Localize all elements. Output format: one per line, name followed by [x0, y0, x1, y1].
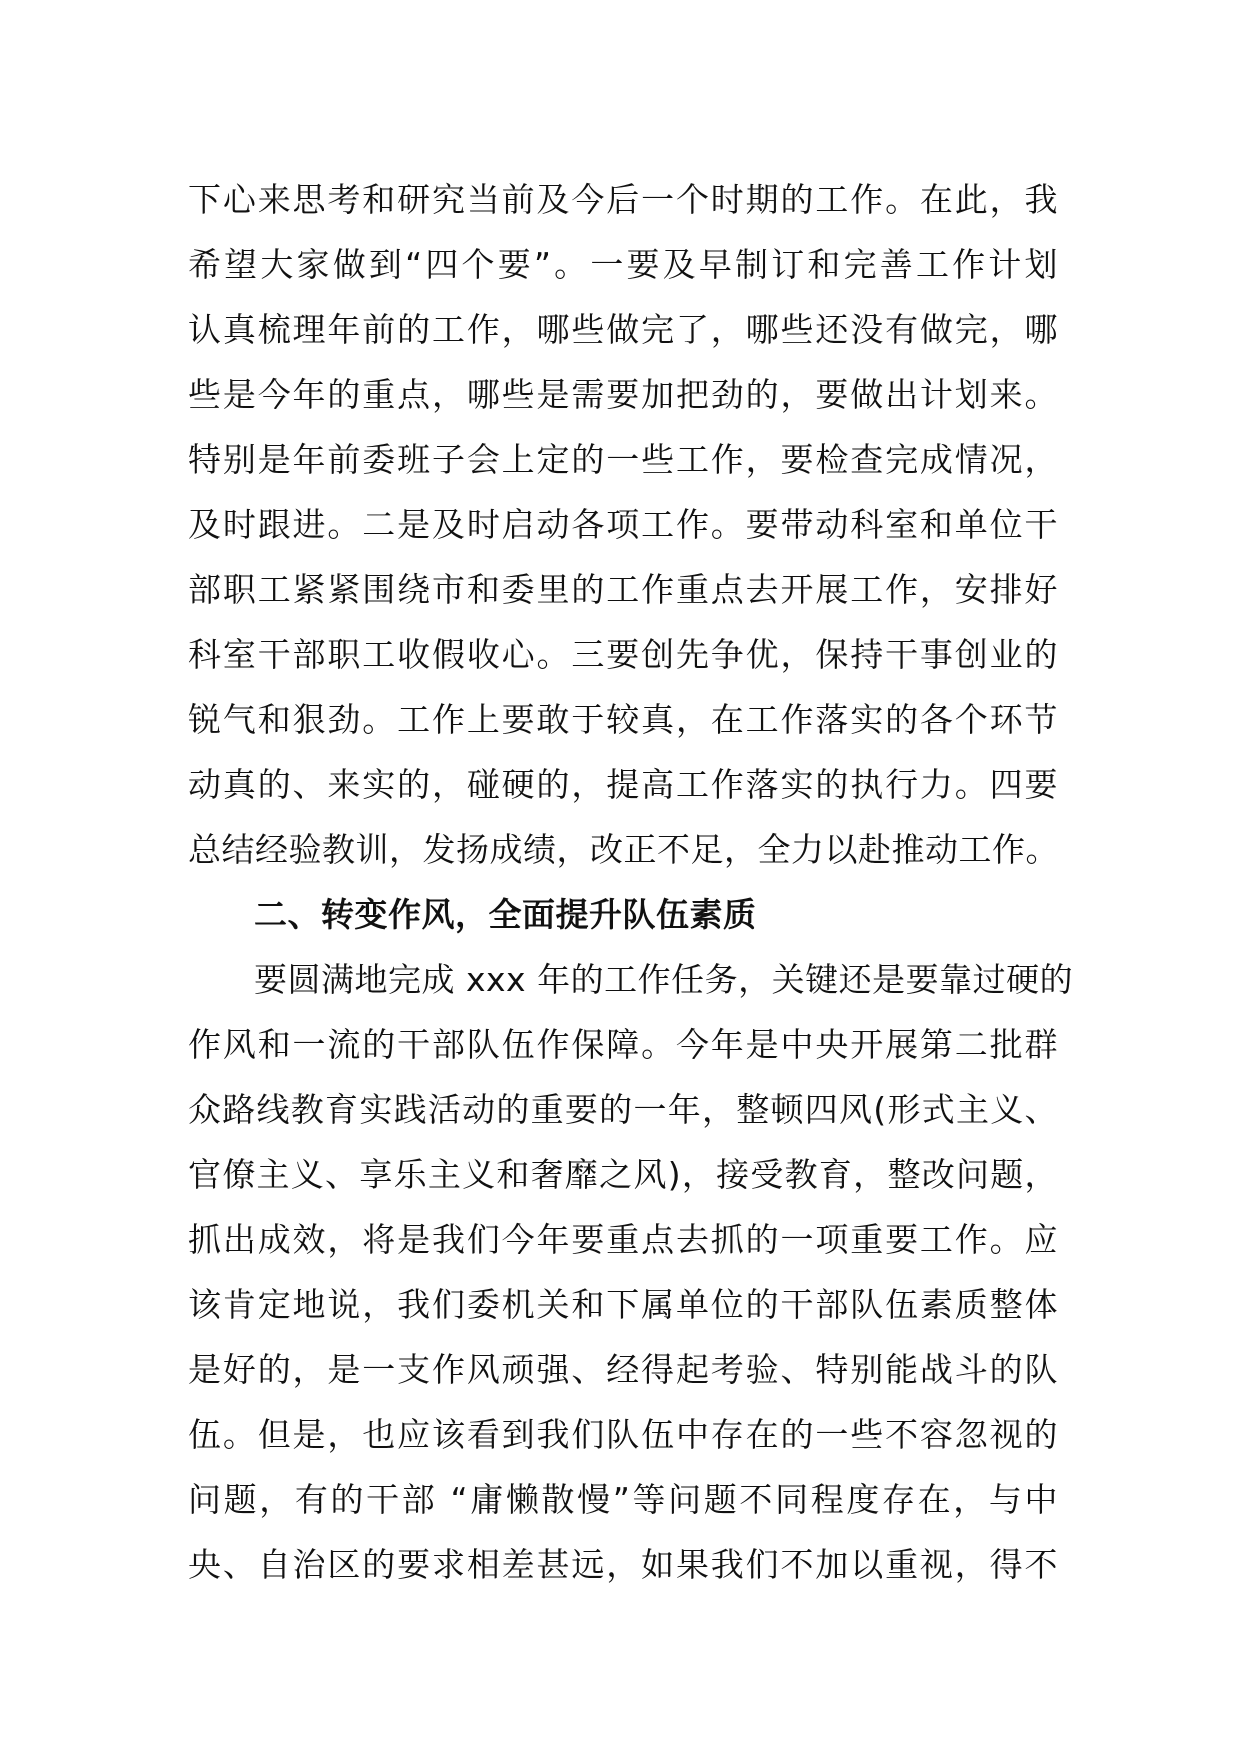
paragraph-2-line: 要圆满地完成 xxx 年的工作任务，关键还是要靠过硬的 [254, 960, 1074, 999]
document-body [188, 167, 1074, 1597]
paragraph-2-line: 是好的，是一支作风顽强、经得起考验、特别能战斗的队 [188, 1350, 1058, 1389]
paragraph-2-line: 抓出成效，将是我们今年要重点去抓的一项重要工作。应 [188, 1220, 1058, 1259]
paragraph-1-line: 动真的、来实的，碰硬的，提高工作落实的执行力。四要 [188, 765, 1058, 804]
paragraph-1-line: 些是今年的重点，哪些是需要加把劲的，要做出计划来。 [188, 375, 1058, 414]
paragraph-1-line: 锐气和狠劲。工作上要敢于较真，在工作落实的各个环节 [188, 700, 1058, 739]
paragraph-1-line: 部职工紧紧围绕市和委里的工作重点去开展工作，安排好 [188, 570, 1058, 609]
paragraph-2-line: 作风和一流的干部队伍作保障。今年是中央开展第二批群 [188, 1025, 1058, 1064]
paragraph-2-line: 众路线教育实践活动的重要的一年，整顿四风(形式主义、 [188, 1090, 1058, 1129]
paragraph-1-line: 希望大家做到“四个要”。一要及早制订和完善工作计划 [188, 245, 1058, 284]
paragraph-2-line: 央、自治区的要求相差甚远，如果我们不加以重视，得不 [188, 1545, 1058, 1584]
paragraph-1-line: 下心来思考和研究当前及今后一个时期的工作。在此，我 [188, 180, 1058, 219]
paragraph-2-line: 问题，有的干部 “庸懒散慢”等问题不同程度存在，与中 [188, 1480, 1058, 1519]
paragraph-1-line: 认真梳理年前的工作，哪些做完了，哪些还没有做完，哪 [188, 310, 1058, 349]
paragraph-1-line: 总结经验教训，发扬成绩，改正不足，全力以赴推动工作。 [188, 830, 1059, 869]
paragraph-1-line: 特别是年前委班子会上定的一些工作，要检查完成情况， [188, 440, 1058, 479]
paragraph-1-line: 科室干部职工收假收心。三要创先争优，保持干事创业的 [188, 635, 1058, 674]
paragraph-1-line: 及时跟进。二是及时启动各项工作。要带动科室和单位干 [188, 505, 1058, 544]
paragraph-2-line: 伍。但是，也应该看到我们队伍中存在的一些不容忽视的 [188, 1415, 1058, 1454]
paragraph-2-line: 该肯定地说，我们委机关和下属单位的干部队伍素质整体 [188, 1285, 1058, 1324]
paragraph-2-line: 官僚主义、享乐主义和奢靡之风)，接受教育，整改问题， [188, 1155, 1058, 1194]
section-heading: 二、转变作风，全面提升队伍素质 [254, 895, 757, 934]
